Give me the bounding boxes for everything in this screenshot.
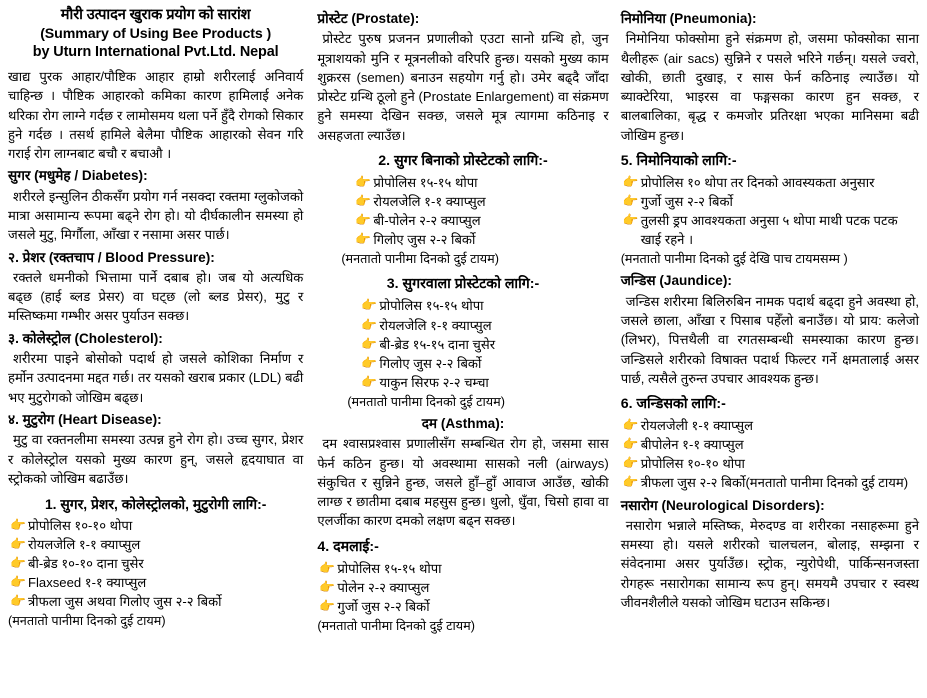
section-body-blood-pressure: रक्तले धमनीको भित्तामा पार्ने दबाब हो। जब यो अत्यधिक बढ्छ (हाई ब्लड प्रेसर) वा घट्छ (लो ब्लड प्रेसर), मुटु र मस्तिष्कमा गम्भीर असर पुर्याउन सक्छ।	[8, 269, 304, 324]
list-item	[10, 554, 303, 573]
dose-list-2	[317, 173, 608, 249]
list-item	[623, 473, 919, 492]
list-item	[355, 192, 608, 211]
pointing-hand-icon: 👉	[622, 436, 639, 452]
pointing-hand-icon: 👉	[319, 559, 336, 575]
pointing-hand-icon: 👉	[355, 212, 372, 228]
pointing-hand-icon: 👉	[361, 297, 378, 313]
dose-item-text: रोयलजेलि १-१ क्याप्सुल	[28, 536, 141, 552]
dose-list-6	[621, 416, 919, 492]
pointing-hand-icon: 👉	[355, 193, 372, 209]
list-item	[355, 173, 608, 192]
pointing-hand-icon: 👉	[622, 193, 639, 209]
dose-item-text: बी-ब्रेड १०-१० दाना चुसेर	[28, 555, 144, 571]
dose-note-4: (मनतातो पानीमा दिनको दुई टायम)	[317, 619, 475, 634]
list-item	[10, 592, 303, 611]
section-heading-neurological: नसारोग (Neurological Disorders):	[620, 497, 825, 513]
section-heading-asthma: दम (Asthma):	[421, 416, 505, 431]
list-item	[623, 211, 919, 249]
dose-item-text: प्रोपोलिस १०-१० थोपा	[28, 517, 133, 533]
dose-item-text: गुर्जो जुस २-२ बिर्को	[640, 194, 733, 210]
column-middle	[311, 6, 614, 637]
title-line-english: (Summary of Using Bee Products )	[40, 25, 272, 42]
list-item	[10, 535, 303, 554]
section-body-heart-disease: मुटु वा रक्तनलीमा समस्या उत्पन्न हुने रोग हो। उच्च सुगर, प्रेशर र कोलेस्ट्रोल यसको मुख्य कारण हुन्, जसले हृदयाघात वा स्ट्रोकको जोखिम बढाउँछ।	[8, 432, 304, 486]
dose-item-text: प्रोपोलिस १० थोपा तर दिनको आवस्यकता अनुसार	[640, 174, 875, 190]
intro-paragraph: खाद्य पुरक आहार/पौष्टिक आहार हाम्रो शरीरलाई अनिवार्य चाहिन्छ । पौष्टिक आहारको कमिका कारण हामिलाई अनेक थरिका रोग लाग्ने गर्दछ र लामोसमय थला पर्ने हुँदै रोगको सिकार हुने गर्दछ । तसर्थ हामिले बेलैमा पौष्टिक आहारको सेवन गरि गराई रोग लाग्नबाट बचौ र बचाऔ ।	[8, 69, 304, 162]
pointing-hand-icon: 👉	[10, 593, 26, 609]
dose-item-text: तुलसी ड्रप आवश्यकता अनुसा ५ थोपा माथी पटक पटक खाई रहने ।	[640, 213, 898, 248]
title-line-company: by Uturn International Pvt.Ltd. Nepal	[32, 44, 279, 61]
section-heading-cholesterol: ३. कोलेस्ट्रोल (Cholesterol):	[8, 330, 163, 346]
dose-note-5: (मनतातो पानीमा दिनको दुई देखि पाच टायमसम्म )	[620, 252, 848, 267]
dose-item-text: याकुन सिरफ २-२ चम्चा	[379, 374, 489, 390]
pointing-hand-icon: 👉	[319, 597, 336, 613]
pointing-hand-icon: 👉	[622, 212, 639, 228]
dose-item-text: पोलेन २-२ क्याप्सुल	[337, 579, 430, 595]
dose-heading-1: 1. सुगर, प्रेशर, कोलेस्ट्रोलको, मुटुरोगी लागि:-	[44, 496, 267, 513]
dose-item-text: रोयलजेलि १-१ क्याप्सुल	[379, 317, 492, 333]
dose-item-text: त्रीफला जुस २-२ बिर्को(मनतातो पानीमा दिनको दुई टायम)	[640, 475, 909, 491]
pointing-hand-icon: 👉	[355, 231, 372, 247]
title-line-nepali: मौरी उत्पादन खुराक प्रयोग को सारांश	[60, 7, 251, 23]
pointing-hand-icon: 👉	[361, 373, 378, 389]
list-item	[319, 578, 608, 597]
list-item	[361, 373, 608, 392]
pointing-hand-icon: 👉	[622, 173, 639, 189]
list-item	[319, 559, 608, 578]
dose-heading-4: 4. दमलाई:-	[317, 538, 379, 555]
pointing-hand-icon: 👉	[319, 578, 336, 594]
column-left	[8, 6, 311, 632]
dose-list-5	[621, 173, 919, 249]
pointing-hand-icon: 👉	[622, 474, 639, 490]
dose-item-text: प्रोपोलिस १५-१५ थोपा	[373, 174, 478, 190]
list-item	[623, 416, 919, 435]
dose-list-1	[8, 516, 303, 612]
dose-heading-5: 5. निमोनियाको लागि:-	[620, 152, 737, 169]
dose-item-text: गिलोए जुस २-२ बिर्को	[379, 355, 482, 371]
pointing-hand-icon: 👉	[622, 455, 639, 471]
dose-item-text: गिलोए जुस २-२ बिर्को	[373, 232, 476, 248]
document-title	[8, 6, 303, 62]
dose-list-4	[317, 559, 608, 616]
dose-note-1: (मनतातो पानीमा दिनको दुई टायम)	[8, 614, 166, 629]
section-body-pneumonia: निमोनिया फोक्सोमा हुने संक्रमण हो, जसमा फोक्सोका साना थैलीहरू (air sacs) सुन्निने र पसले भरिने गर्छन्। यसले ज्वरो, खोकी, छाती दुखाइ, र सास फेर्न कठिनाइ ल्याउँछ। यो ब्याक्टेरिया, भाइरस वा फङ्गसका कारण हुन सक्छ, र बालबालिका, बृद्ध र कमजोर प्रतिरक्षा भएका मानिसमा बढी जोखिम हुन्छ।	[620, 31, 919, 143]
list-item	[319, 597, 608, 616]
pointing-hand-icon: 👉	[622, 417, 639, 433]
section-body-asthma: दम श्वासप्रश्वास प्रणालीसँग सम्बन्धित रोग हो, जसमा सास फेर्न कठिन हुन्छ। यो अवस्थामा सासको नली (airways) संकुचित र सुन्निने हुन्छ, जसले हुाँ–हुाँ आवाज आउँछ, खोकी लाग्छ र छातीमा दबाब महसुस हुन्छ। धुलो, धुँवा, चिसो हावा वा एलर्जीका कारण दमको लक्षण बढ्न सक्छ।	[317, 436, 609, 529]
dose-item-text: बी-ब्रेड १५-१५ दाना चुसेर	[379, 336, 496, 352]
list-item	[623, 435, 919, 454]
section-body-prostate: प्रोस्टेट पुरुष प्रजनन प्रणालीको एउटा सानो ग्रन्थि हो, जुन मूत्राशयको मुनि र मूत्रनलीको वरिपरि हुन्छ। यसको मुख्य काम शुक्ररस (semen) बनाउन सहयोग गर्नु हो। उमेर बढ्दै जाँदा प्रोस्टेट ग्रन्थि ठूलो हुने (Prostate Enlargement) वा संक्रमण हुने समस्या देखिन सक्छ, जसले मूत्र त्यागमा कठिनाइ र असहजता ल्याउँछ।	[317, 31, 609, 143]
list-item	[355, 230, 608, 249]
dose-item-text: प्रोपोलिस १०-१० थोपा	[640, 456, 745, 472]
dose-item-text: Flaxseed १-१ क्याप्सुल	[28, 575, 147, 591]
dose-item-text: गुर्जो जुस २-२ बिर्को	[337, 598, 430, 614]
section-heading-diabetes: सुगर (मधुमेह / Diabetes):	[8, 168, 148, 184]
list-item	[623, 173, 919, 192]
dose-note-2: (मनतातो पानीमा दिनको दुई टायम)	[341, 252, 499, 267]
dose-item-text: बीपोलेन १-१ क्याप्सुल	[640, 437, 744, 453]
section-heading-pneumonia: निमोनिया (Pneumonia):	[620, 11, 757, 26]
pointing-hand-icon: 👉	[10, 574, 26, 590]
dose-item-text: रोयलजेलि १-१ क्याप्सुल	[373, 194, 486, 210]
dose-item-text: प्रोपोलिस १५-१५ थोपा	[337, 560, 442, 576]
dose-list-3	[317, 296, 608, 392]
list-item	[623, 192, 919, 211]
pointing-hand-icon: 👉	[361, 335, 378, 351]
section-body-neurological: नसारोग भन्नाले मस्तिष्क, मेरुदण्ड वा शरीरका नसाहरूमा हुने समस्या हो। यसले शरीरको चालचलन, बोलाइ, सम्झना र संवेदनामा असर पुर्याउँछ। स्ट्रोक, न्युरोपेथी, पार्किन्सनजस्ता रोगहरू नसारोगका सामान्य रूप हुन्। समयमै उपचार र स्वस्थ जीवनशैलीले यसको जोखिम घटाउन सकिन्छ।	[620, 518, 919, 610]
pointing-hand-icon: 👉	[10, 516, 26, 532]
dose-item-text: त्रीफला जुस अथवा गिलोए जुस २-२ बिर्को	[28, 594, 222, 610]
dose-item-text: प्रोपोलिस १५-१५ थोपा	[379, 298, 484, 314]
list-item	[361, 354, 608, 373]
pointing-hand-icon: 👉	[10, 535, 26, 551]
section-heading-prostate: प्रोस्टेट (Prostate):	[317, 11, 420, 26]
section-body-jaundice: जन्डिस शरीरमा बिलिरुबिन नामक पदार्थ बढ्दा हुने अवस्था हो, जसले छाला, आँखा र पिसाब पहेँलो बनाउँछ। यो प्राय: कलेजो (लिभर), पित्तथैली वा रगतसम्बन्धी समस्याका कारण हुन्छ। जन्डिसले शरीरको विषाक्त पदार्थ फिल्टर गर्ने क्षमतालाई असर पार्छ, त्यसैले तुरुन्त उपचार आवश्यक हुन्छ।	[620, 293, 919, 386]
dose-item-text: रोयलजेली १-१ क्याप्सुल	[640, 418, 753, 434]
section-body-cholesterol: शरीरमा पाइने बोसोको पदार्थ हो जसले कोशिका निर्माण र हर्मोन उत्पादनमा मद्दत गर्छ। तर यसको खराब प्रकार (LDL) बढी भए मुटुरोगको जोखिम बढ्छ।	[8, 351, 304, 405]
pointing-hand-icon: 👉	[361, 354, 378, 370]
section-heading-heart-disease: ४. मुटुरोग (Heart Disease):	[8, 411, 162, 427]
pointing-hand-icon: 👉	[355, 173, 372, 189]
dose-note-3: (मनतातो पानीमा दिनको दुई टायम)	[347, 394, 505, 409]
list-item	[10, 573, 303, 592]
list-item	[355, 211, 608, 230]
dose-heading-6: 6. जन्डिसको लागि:-	[620, 396, 726, 413]
column-right	[615, 6, 919, 614]
section-heading-jaundice: जन्डिस (Jaundice):	[620, 273, 732, 289]
list-item	[361, 296, 608, 315]
section-heading-blood-pressure: २. प्रेशर (रक्तचाप / Blood Pressure):	[8, 249, 215, 265]
three-column-layout	[8, 6, 919, 698]
section-body-diabetes: शरीरले इन्सुलिन ठीकसँग प्रयोग गर्न नसक्दा रक्तमा ग्लुकोजको मात्रा असामान्य रूपमा बढ्ने रोग हो। यो दीर्घकालीन समस्या हो जसले मुटु, मिर्गौला, आँखा र नसामा असर पार्छ।	[8, 188, 304, 243]
list-item	[361, 316, 608, 335]
list-item	[361, 335, 608, 354]
dose-heading-2: 2. सुगर बिनाको प्रोस्टेटको लागि:-	[378, 152, 548, 169]
list-item	[10, 516, 303, 535]
list-item	[623, 454, 919, 473]
dose-heading-3: 3. सुगरवाला प्रोस्टेटको लागि:-	[386, 276, 540, 293]
pointing-hand-icon: 👉	[10, 554, 26, 570]
pointing-hand-icon: 👉	[361, 316, 378, 332]
dose-item-text: बी-पोलेन २-२ क्याप्सुल	[373, 213, 481, 229]
